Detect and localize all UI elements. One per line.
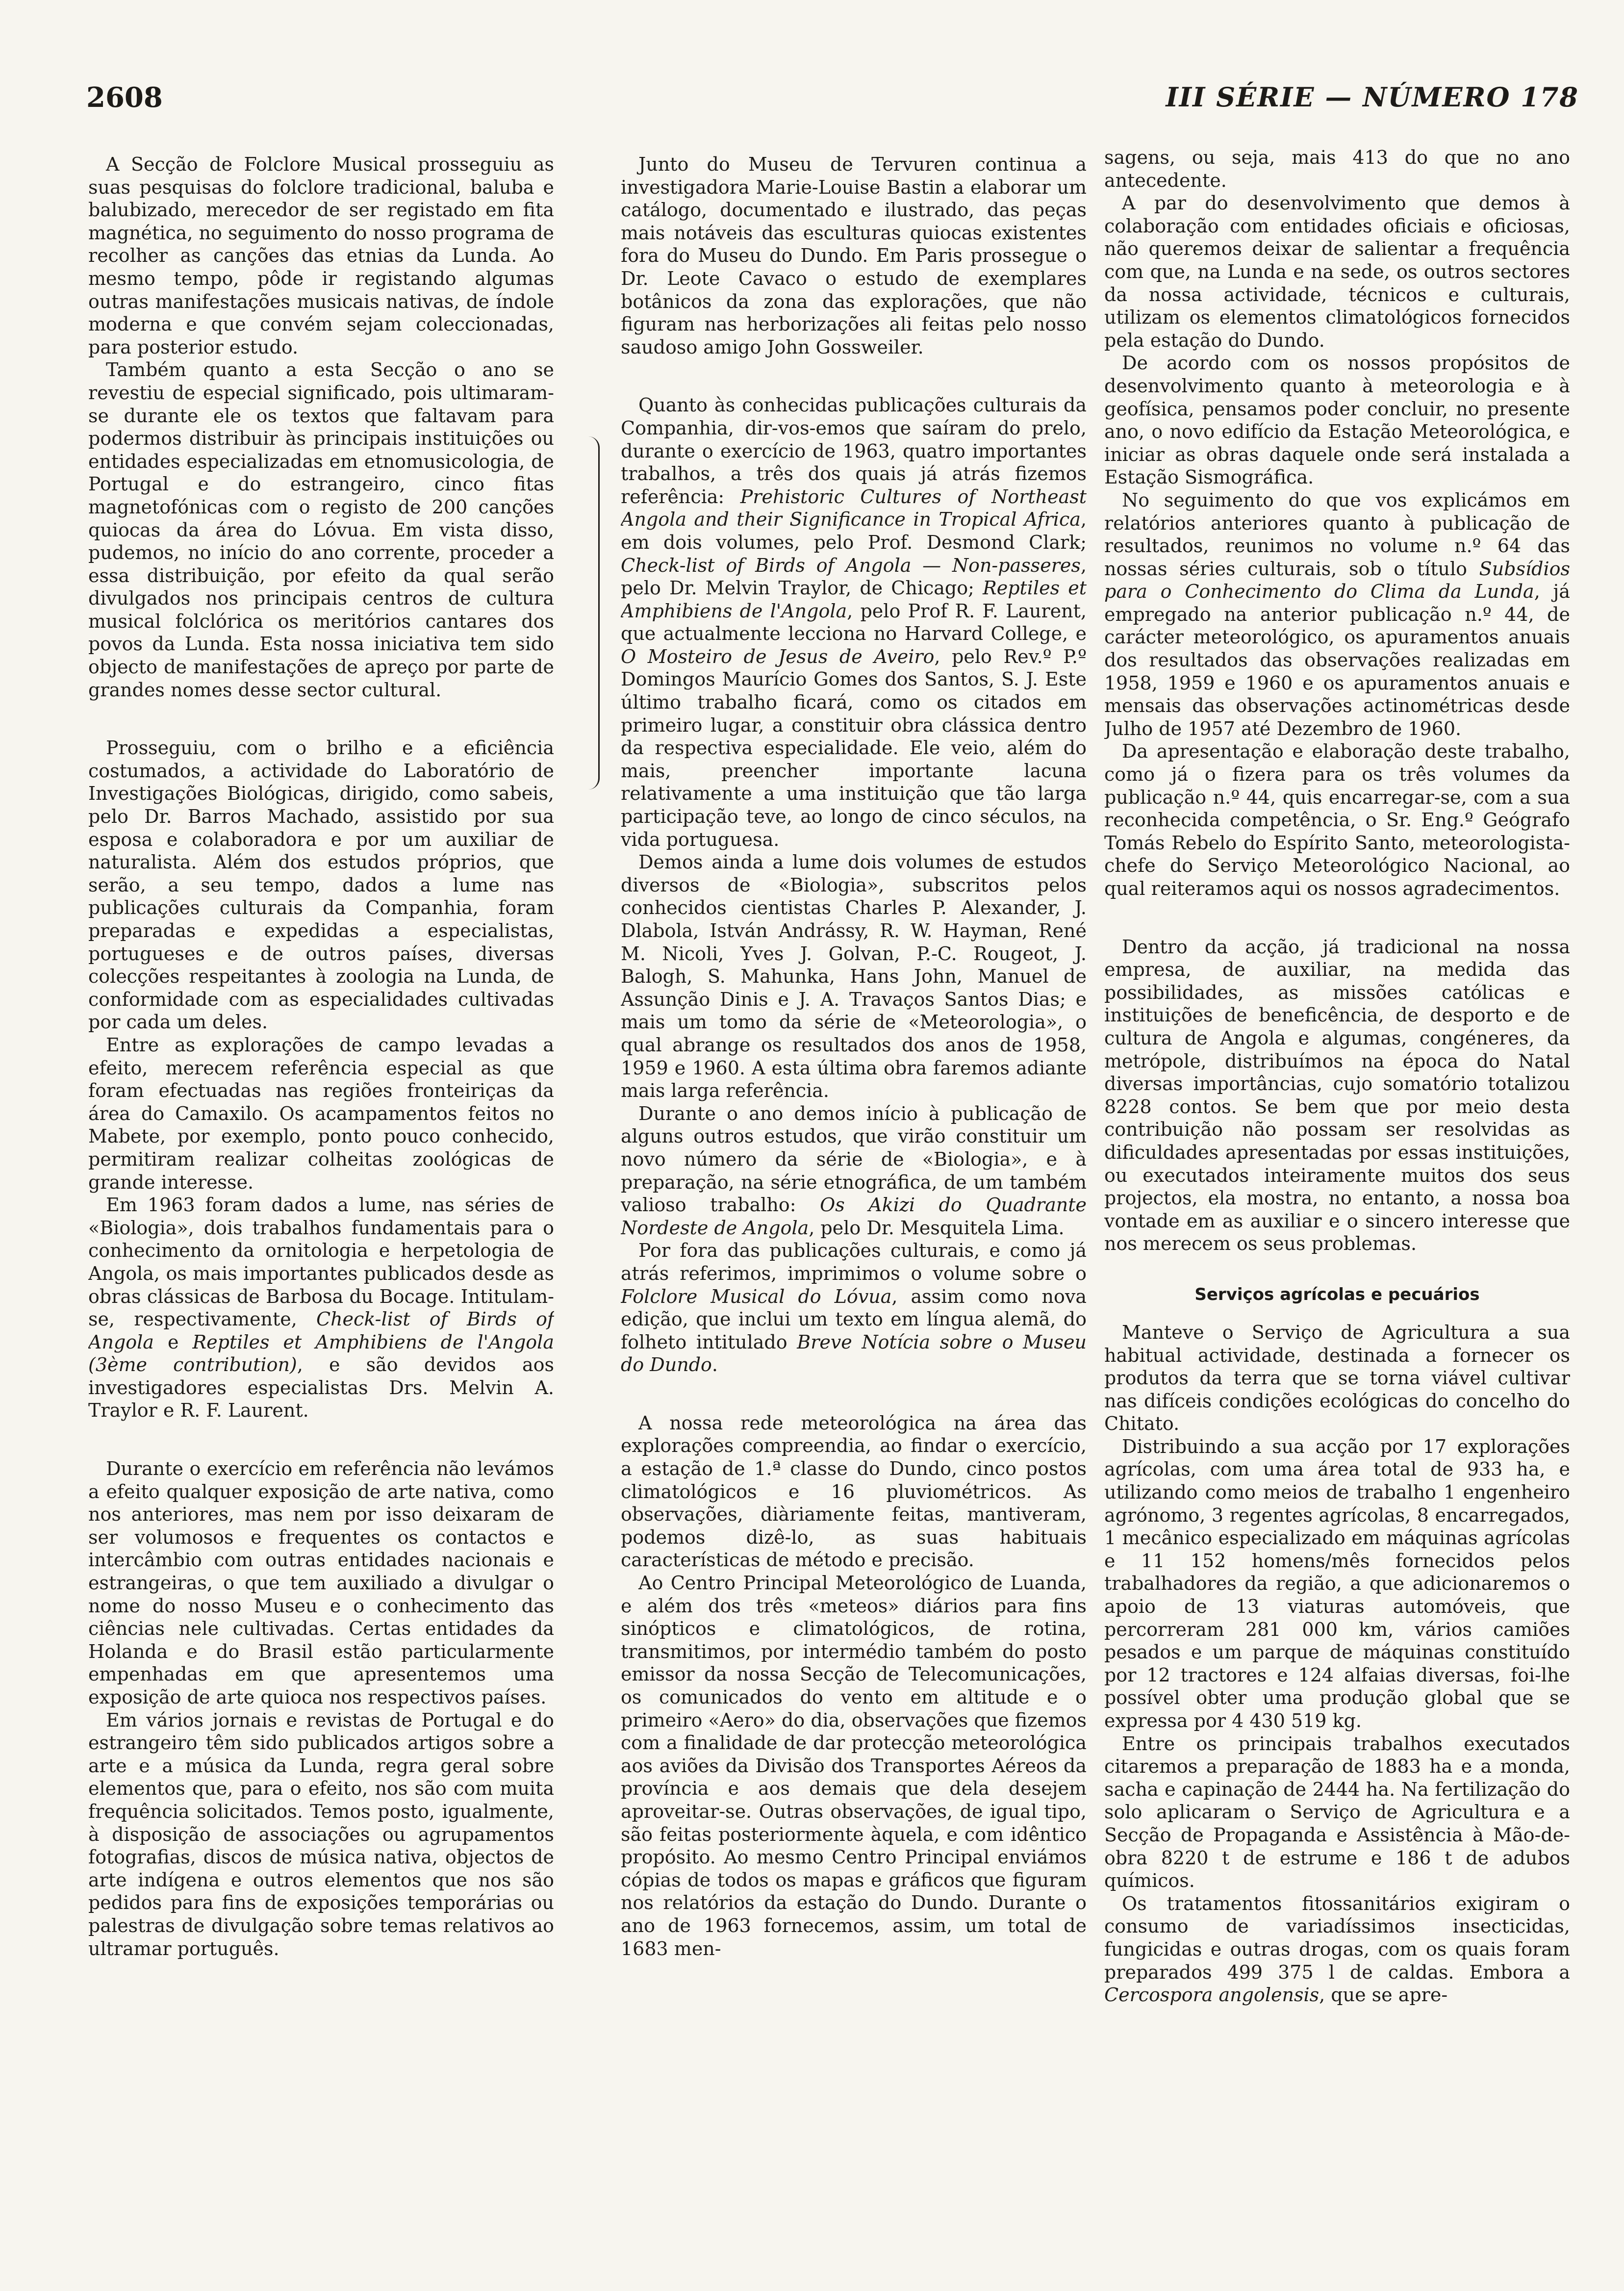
- publication-title: Folclore Musical do Lóvua: [621, 1285, 892, 1307]
- paragraph: Durante o exercício em referência não levámos a efeito qualquer exposição de arte nativa, como nos anteriores, mas nem por isso deixaram de ser volumosos e frequentes os contactos e intercâmbio com outras entidades nacionais e estrangeiras, o que tem auxiliado a divulgar o nome do nosso Museu e o conhecimento das ciências nele cultivadas. Certas entidades da Holanda e do Brasil estão particularmente empenhadas em que apresentemos uma exposição de arte quioca nos respectivos países.: [88, 1458, 554, 1708]
- paragraph: Também quanto a esta Secção o ano se revestiu de especial significado, pois ultimaram-se durante ele os textos que faltavam para podermos distribuir às principais instituições ou entidades especializadas em etnomusicologia, de Portugal e do estrangeiro, cinco fitas magnetofónicas com o registo de 200 canções quiocas da área do Lóvua. Em vista disso, pudemos, no início do ano corrente, proceder a essa distribuição, por efeito da qual serão divulgados nos principais centros de cultura musical folclórica os meritórios cantares dos povos da Lunda. Esta nossa iniciativa tem sido objecto de manifestações de apreço por parte de grandes nomes desse sector cultural.: [88, 359, 554, 701]
- publication-title: Reptiles et Amphibiens de l'Angola: [621, 577, 1087, 622]
- paragraph: A par do desenvolvimento que demos à colaboração com entidades oficiais e oficiosas, não queremos deixar de salientar a frequência com que, na Lunda e na sede, os outros sectores da nossa actividade, técnicos e culturais, utilizam os elementos climatológicos fornecidos pela estação do Dundo.: [1104, 192, 1570, 351]
- paragraph: Quanto às conhecidas publicações culturais da Companhia, dir-vos-emos que saíram do prelo, durante o exercício de 1963, quatro importantes trabalhos, a três dos quais já atrás fizemos referência: Prehistoric Cultures of Northeast Angola and their Significance in Tropical Africa, em dois volumes, pelo Prof. Desmond Clark; Check-list of Birds of Angola — Non-passeres, pelo Dr. Melvin Traylor, de Chicago; Reptiles et Amphibiens de l'Angola, pelo Prof R. F. Laurent, que actualmente lecciona no Harvard College, e O Mosteiro de Jesus de Aveiro, pelo Rev.º P.º Domingos Maurício Gomes dos Santos, S. J. Este último trabalho ficará, como os citados em primeiro lugar, a constituir obra clássica dentro da respectiva especialidade. Ele veio, além do mais, preencher importante lacuna relativamente a uma instituição que tão larga participação teve, ao longo de cinco séculos, na vida portuguesa.: [621, 394, 1087, 850]
- page-header: [86, 78, 1579, 123]
- paragraph: Dentro da acção, já tradicional na nossa empresa, de auxiliar, na medida das possibilidades, as missões católicas e instituições de beneficência, de desporto e de cultura de Angola e algumas, congéneres, da metrópole, distribuímos na época do Natal diversas importâncias, cujo somatório totalizou 8228 contos. Se bem que por meio desta contribuição não possam ser resolvidas as dificuldades apresentadas por essas instituições, ou executados inteiramente muitos dos seus projectos, ela mostra, no entanto, a nossa boa vontade em as auxiliar e o sincero interesse que nos merecem os seus problemas.: [1104, 936, 1570, 1255]
- paragraph: Demos ainda a lume dois volumes de estudos diversos de «Biologia», subscritos pelos conhecidos cientistas Charles P. Alexander, J. Dlabola, István Andrássy, R. W. Hayman, René M. Nicoli, Yves J. Golvan, P.-C. Rougeot, J. Balogh, S. Mahunka, Hans John, Manuel de Assunção Dinis e J. A. Travaços Santos Dias; e mais um tomo da série de «Meteorologia», o qual abrange os resultados dos anos de 1958, 1959 e 1960. A esta última obra faremos adiante mais larga referência.: [621, 851, 1087, 1102]
- paragraph: De acordo com os nossos propósitos de desenvolvimento quanto à meteorologia e à geofísica, pensamos poder concluir, no presente ano, o novo edifício da Estação Meteorológica, e iniciar as obras daquele onde será instalada a Estação Sismográfica.: [1104, 352, 1570, 488]
- paragraph: Da apresentação e elaboração deste trabalho, como já o fizera para os três volumes da publicação n.º 44, quis encarregar-se, com a sua reconhecida competência, o Sr. Eng.º Geógrafo Tomás Rebelo do Espírito Santo, meteorologista-chefe do Serviço Meteorológico Nacional, ao qual reiteramos aqui os nossos agradecimentos.: [1104, 740, 1570, 899]
- paragraph: Distribuindo a sua acção por 17 explorações agrícolas, com uma área total de 933 ha, e utilizando como meios de trabalho 1 engenheiro agrónomo, 3 regentes agrícolas, 8 encarregados, 1 mecânico especializado em máquinas agrícolas e 11 152 homens/mês fornecidos pelos trabalhadores da região, a que adicionaremos o apoio de 13 viaturas automóveis, que percorreram 281 000 km, vários camiões pesados e um parque de máquinas constituído por 12 tractores e 124 alfaias diversas, foi-lhe possível obter uma produção global que se expressa por 4 430 519 kg.: [1104, 1435, 1570, 1731]
- paragraph: No seguimento do que vos explicámos em relatórios anteriores quanto à publicação de resultados, reunimos no volume n.º 64 das nossas séries culturais, sob o título Subsídios para o Conhecimento do Clima da Lunda, já empregado na anterior publicação n.º 44, de carácter meteorológico, os apuramentos anuais dos resultados das observações realizadas em 1958, 1959 e 1960 e os apuramentos anuais e mensais das observações actinométricas desde Julho de 1957 até Dezembro de 1960.: [1104, 489, 1570, 739]
- publication-title: Prehistoric Cultures of Northeast Angola and their Significance in Tropical Africa: [621, 485, 1087, 531]
- publication-title: Reptiles et Amphibiens de l'Angola (3ème contribution): [88, 1331, 554, 1376]
- paragraph: Em 1963 foram dados a lume, nas séries de «Biologia», dois trabalhos fundamentais para o conhecimento da ornitologia e herpetologia de Angola, os mais importantes publicados desde as obras clássicas de Barbosa du Bocage. Intitulam-se, respectivamente, Check-list of Birds of Angola e Reptiles et Amphibiens de l'Angola (3ème contribution), e são devidos aos investigadores especialistas Drs. Melvin A. Traylor e R. F. Laurent.: [88, 1194, 554, 1422]
- species-name: Cercospora angolensis: [1104, 1984, 1320, 2006]
- column-1: [88, 153, 554, 2257]
- series-title: III SÉRIE — NÚMERO 178: [1166, 81, 1579, 113]
- publication-title: Check-list of Birds of Angola: [88, 1308, 554, 1353]
- paragraph: Prosseguiu, com o brilho e a eficiência costumados, a actividade do Laboratório de Investigações Biológicas, dirigido, como sabeis, pelo Dr. Barros Machado, assistido por sua esposa e colaboradora e por um auxiliar de naturalista. Além dos estudos próprios, que serão, a seu tempo, dados a lume nas publicações culturais da Companhia, foram preparadas e expedidas a especialistas, portugueses e de outros países, diversas colecções respeitantes à zoologia na Lunda, de conformidade com as especialidades cultivadas por cada um deles.: [88, 737, 554, 1033]
- publication-title: Breve Notícia sobre o Museu do Dundo: [621, 1331, 1087, 1376]
- publication-title: Subsídios para o Conhecimento do Clima da Lunda: [1104, 558, 1570, 603]
- paragraph: Ao Centro Principal Meteorológico de Luanda, e além dos três «meteos» diários para fins sinópticos e climatológicos, de rotina, transmitimos, por intermédio também do posto emissor da nossa Secção de Telecomunicações, os comunicados do vento em altitude e o primeiro «Aero» do dia, observações que fizemos com a finalidade de dar protecção meteorológica aos aviões da Divisão dos Transportes Aéreos da província e aos demais que dela desejem aproveitar-se. Outras observações, de igual tipo, são feitas posteriormente àquela, e com idêntico propósito. Ao mesmo Centro Principal enviámos cópias de todos os mapas e gráficos que figuram nos relatórios da estação do Dundo. Durante o ano de 1963 fornecemos, assim, um total de 1683 men-: [621, 1572, 1087, 1960]
- paragraph: Os tratamentos fitossanitários exigiram o consumo de variadíssimos insecticidas, fungicidas e outras drogas, com os quais foram preparados 499 375 l de caldas. Embora a Cercospora angolensis, que se apre-: [1104, 1892, 1570, 2006]
- paragraph: Manteve o Serviço de Agricultura a sua habitual actividade, destinada a fornecer os produtos da terra que se torna viável cultivar nas difíceis condições ecológicas do concelho do Chitato.: [1104, 1321, 1570, 1435]
- paragraph: Entre as explorações de campo levadas a efeito, merecem referência especial as que foram efectuadas nas regiões fronteiriças da área do Camaxilo. Os acampamentos feitos no Mabete, por exemplo, ponto pouco conhecido, permitiram realizar colheitas zoológicas de grande interesse.: [88, 1034, 554, 1193]
- paragraph: A nossa rede meteorológica na área das explorações compreendia, ao findar o exercício, a estação de 1.ª classe do Dundo, cinco postos climatológicos e 16 pluviométricos. As observações, diàriamente feitas, mantiveram, podemos dizê-lo, as suas habituais características de método e precisão.: [621, 1412, 1087, 1571]
- paragraph: sagens, ou seja, mais 413 do que no ano antecedente.: [1104, 147, 1570, 191]
- publication-title: Os Akizi do Quadrante Nordeste de Angola: [621, 1194, 1087, 1239]
- paragraph: Entre os principais trabalhos executados citaremos a preparação de 1883 ha e a monda, sacha e capinação de 2444 ha. Na fertilização do solo aplicaram o Serviço de Agricultura e a Secção de Propaganda e Assistência à Mão-de-obra 8220 t de estrume e 186 t de adubos químicos.: [1104, 1732, 1570, 1892]
- page-number: 2608: [86, 81, 163, 114]
- publication-title: O Mosteiro de Jesus de Aveiro: [621, 645, 935, 667]
- column-2: [621, 153, 1087, 2257]
- section-heading: Serviços agrícolas e pecuários: [1194, 1284, 1480, 1304]
- paragraph: A Secção de Folclore Musical prosseguiu as suas pesquisas do folclore tradicional, baluba e balubizado, merecedor de ser registado em fita magnética, no seguimento do nosso programa de recolher as canções das etnias da Lunda. Ao mesmo tempo, pôde ir registando algumas outras manifestações musicais nativas, de índole moderna e que convém sejam coleccionadas, para posterior estudo.: [88, 153, 554, 358]
- body-columns: [88, 147, 1579, 2257]
- margin-bracket: [588, 436, 600, 789]
- paragraph: Junto do Museu de Tervuren continua a investigadora Marie-Louise Bastin a elaborar um catálogo, documentado e ilustrado, das peças mais notáveis das esculturas quiocas existentes fora do Museu do Dundo. Em Paris prossegue o Dr. Leote Cavaco o estudo de exemplares botânicos da zona das explorações, que não figuram nas herborizações ali feitas pelo nosso saudoso amigo John Gossweiler.: [621, 153, 1087, 358]
- publication-title: Check-list of Birds of Angola — Non-passeres: [621, 554, 1081, 576]
- paragraph: Durante o ano demos início à publicação de alguns outros estudos, que virão constituir um novo número da série de «Biologia», e à preparação, na série etnográfica, de um também valioso trabalho: Os Akizi do Quadrante Nordeste de Angola, pelo Dr. Mesquitela Lima.: [621, 1102, 1087, 1239]
- paragraph: Em vários jornais e revistas de Portugal e do estrangeiro têm sido publicados artigos sobre a arte e a música da Lunda, regra geral sobre elementos que, para o efeito, nos são com muita frequência solicitados. Temos posto, igualmente, à disposição de associações ou agrupamentos fotografias, discos de música nativa, objectos de arte indígena e outros elementos que nos são pedidos para fins de exposições temporárias ou palestras de divulgação sobre temas relativos ao ultramar português.: [88, 1709, 554, 1960]
- paragraph: Por fora das publicações culturais, e como já atrás referimos, imprimimos o volume sobre o Folclore Musical do Lóvua, assim como nova edição, que inclui um texto em língua alemã, do folheto intitulado Breve Notícia sobre o Museu do Dundo.: [621, 1240, 1087, 1376]
- column-3: [1104, 146, 1570, 2250]
